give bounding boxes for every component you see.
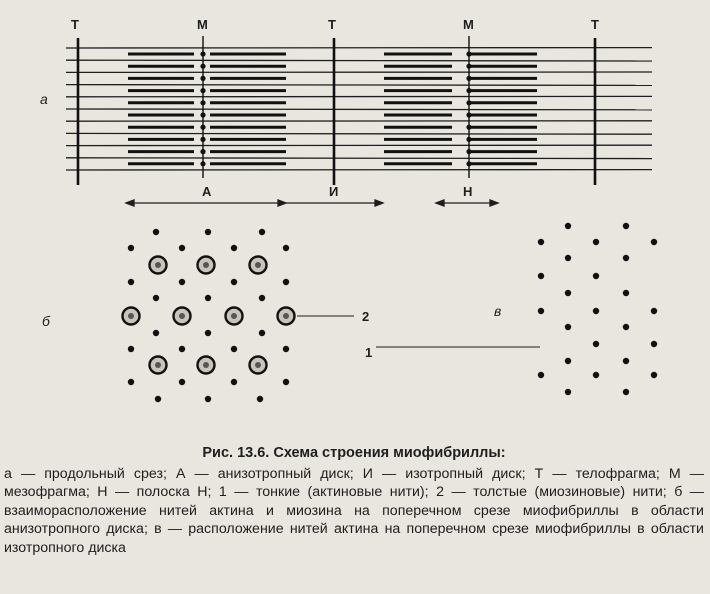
- m-line-node: [200, 51, 205, 56]
- thin-filament-cross: [231, 245, 237, 251]
- thin-filament-cross: [205, 295, 211, 301]
- cross-section-anisotropic: [123, 229, 295, 402]
- panel-b-label: б: [42, 313, 50, 329]
- m-line-node: [466, 51, 471, 56]
- thin-filament-cross: [205, 330, 211, 336]
- actin-filament-cross: [565, 223, 571, 229]
- h-band-arrowhead-right: [490, 200, 498, 206]
- m-line-node: [200, 112, 205, 117]
- actin-filament-cross: [538, 372, 544, 378]
- m-line-node: [200, 76, 205, 81]
- actin-filament-cross: [623, 255, 629, 261]
- m-marker-2: М: [463, 17, 474, 32]
- thin-filament-cross: [153, 229, 159, 235]
- t-marker-2: Т: [328, 17, 336, 32]
- actin-filament-cross: [623, 358, 629, 364]
- thin-filament-cross: [153, 330, 159, 336]
- thin-filament-label: 1: [365, 345, 373, 360]
- m-line-node: [466, 137, 471, 142]
- thin-filament-cross: [179, 379, 185, 385]
- longitudinal-section: [66, 36, 652, 185]
- thick-filament-label: 2: [362, 309, 370, 324]
- actin-filament-cross: [593, 273, 599, 279]
- figure-caption: [4, 444, 704, 557]
- actin-filament-cross: [651, 239, 657, 245]
- panel-a-label: а: [40, 91, 48, 107]
- thin-filament-cross: [205, 229, 211, 235]
- caption-body: а — продольный срез; А — анизотропный диск; И — изотропный диск; Т — телофрагма; М — мезофрагма; Н — полоска Н; 1 — тонкие (актиновые нити); 2 — толстые (миозиновые) нити; б — взаиморасположение нитей актина и миозина на поперечном срезе миофибриллы в области анизотропного диска; в — расположение нитей актина на поперечном срезе миофибриллы в области изотропного диска: [4, 465, 704, 556]
- actin-filament-cross: [538, 308, 544, 314]
- thick-filament-core: [179, 313, 185, 319]
- thin-filament-line: [66, 60, 652, 61]
- thin-filament-cross: [205, 396, 211, 402]
- actin-filament-cross: [538, 273, 544, 279]
- m-line-node: [466, 125, 471, 130]
- actin-filament-cross: [623, 223, 629, 229]
- thin-filament-cross: [153, 295, 159, 301]
- thin-filament-cross: [283, 379, 289, 385]
- thin-filament-cross: [259, 330, 265, 336]
- thin-filament-cross: [128, 379, 134, 385]
- caption-title: Рис. 13.6. Схема строения миофибриллы:: [202, 445, 506, 461]
- i-disk-arrowhead-right: [375, 200, 383, 206]
- m-line-node: [200, 88, 205, 93]
- thick-filament-core: [203, 362, 209, 368]
- thick-filament-core: [283, 313, 289, 319]
- thick-filament-core: [255, 262, 261, 268]
- actin-filament-cross: [565, 255, 571, 261]
- t-marker-3: Т: [591, 17, 599, 32]
- m-line-node: [466, 161, 471, 166]
- m-line-node: [200, 64, 205, 69]
- thin-filament-cross: [179, 245, 185, 251]
- disk-dimension-arrows: [126, 200, 498, 206]
- thin-filament-cross: [179, 279, 185, 285]
- t-marker-1: Т: [71, 17, 79, 32]
- actin-filament-cross: [593, 372, 599, 378]
- m-line-node: [466, 88, 471, 93]
- band-h-label: Н: [463, 184, 473, 199]
- thin-filament-cross: [179, 346, 185, 352]
- thin-filament-cross: [128, 279, 134, 285]
- m-line-node: [466, 149, 471, 154]
- actin-filament-cross: [623, 290, 629, 296]
- thin-filament-line: [66, 158, 652, 159]
- actin-filament-cross: [593, 308, 599, 314]
- disk-i-label: И: [329, 184, 339, 199]
- m-line-node: [200, 149, 205, 154]
- thin-filament-cross: [155, 396, 161, 402]
- actin-filament-cross: [651, 308, 657, 314]
- m-line-node: [466, 112, 471, 117]
- actin-filament-cross: [565, 324, 571, 330]
- thick-filament-core: [203, 262, 209, 268]
- thick-filament-core: [155, 262, 161, 268]
- thin-filament-cross: [283, 346, 289, 352]
- m-line-node: [466, 100, 471, 105]
- thick-filament-core: [128, 313, 134, 319]
- thin-filament-cross: [231, 279, 237, 285]
- thin-filament-line: [66, 85, 652, 86]
- actin-filament-cross: [565, 290, 571, 296]
- thin-filament-line: [66, 133, 652, 134]
- h-band-arrowhead-left: [436, 200, 444, 206]
- m-line-node: [466, 76, 471, 81]
- actin-filament-cross: [565, 389, 571, 395]
- cross-section-isotropic: [538, 223, 657, 395]
- thin-filament-line: [66, 109, 652, 110]
- thin-filament-cross: [128, 346, 134, 352]
- thick-filament-core: [255, 362, 261, 368]
- actin-filament-cross: [651, 341, 657, 347]
- m-line-node: [200, 100, 205, 105]
- actin-filament-cross: [538, 239, 544, 245]
- thin-filament-cross: [231, 379, 237, 385]
- thin-filament-cross: [259, 229, 265, 235]
- actin-filament-cross: [565, 358, 571, 364]
- actin-filament-cross: [651, 372, 657, 378]
- m-marker-1: М: [197, 17, 208, 32]
- actin-filament-cross: [593, 239, 599, 245]
- actin-filament-cross: [623, 324, 629, 330]
- a-disk-arrowhead-left: [126, 200, 134, 206]
- panel-v-label: в: [494, 303, 502, 319]
- thick-filament-core: [231, 313, 237, 319]
- thin-filament-cross: [283, 279, 289, 285]
- thick-filament-core: [155, 362, 161, 368]
- m-line-node: [200, 161, 205, 166]
- thin-filament-cross: [231, 346, 237, 352]
- a-disk-arrowhead-right: [278, 200, 286, 206]
- disk-a-label: А: [202, 184, 212, 199]
- actin-filament-cross: [623, 389, 629, 395]
- m-line-node: [200, 125, 205, 130]
- thin-filament-cross: [257, 396, 263, 402]
- thin-filament-cross: [283, 245, 289, 251]
- m-line-node: [200, 137, 205, 142]
- m-line-node: [466, 64, 471, 69]
- thin-filament-cross: [128, 245, 134, 251]
- thin-filament-cross: [259, 295, 265, 301]
- actin-filament-cross: [593, 341, 599, 347]
